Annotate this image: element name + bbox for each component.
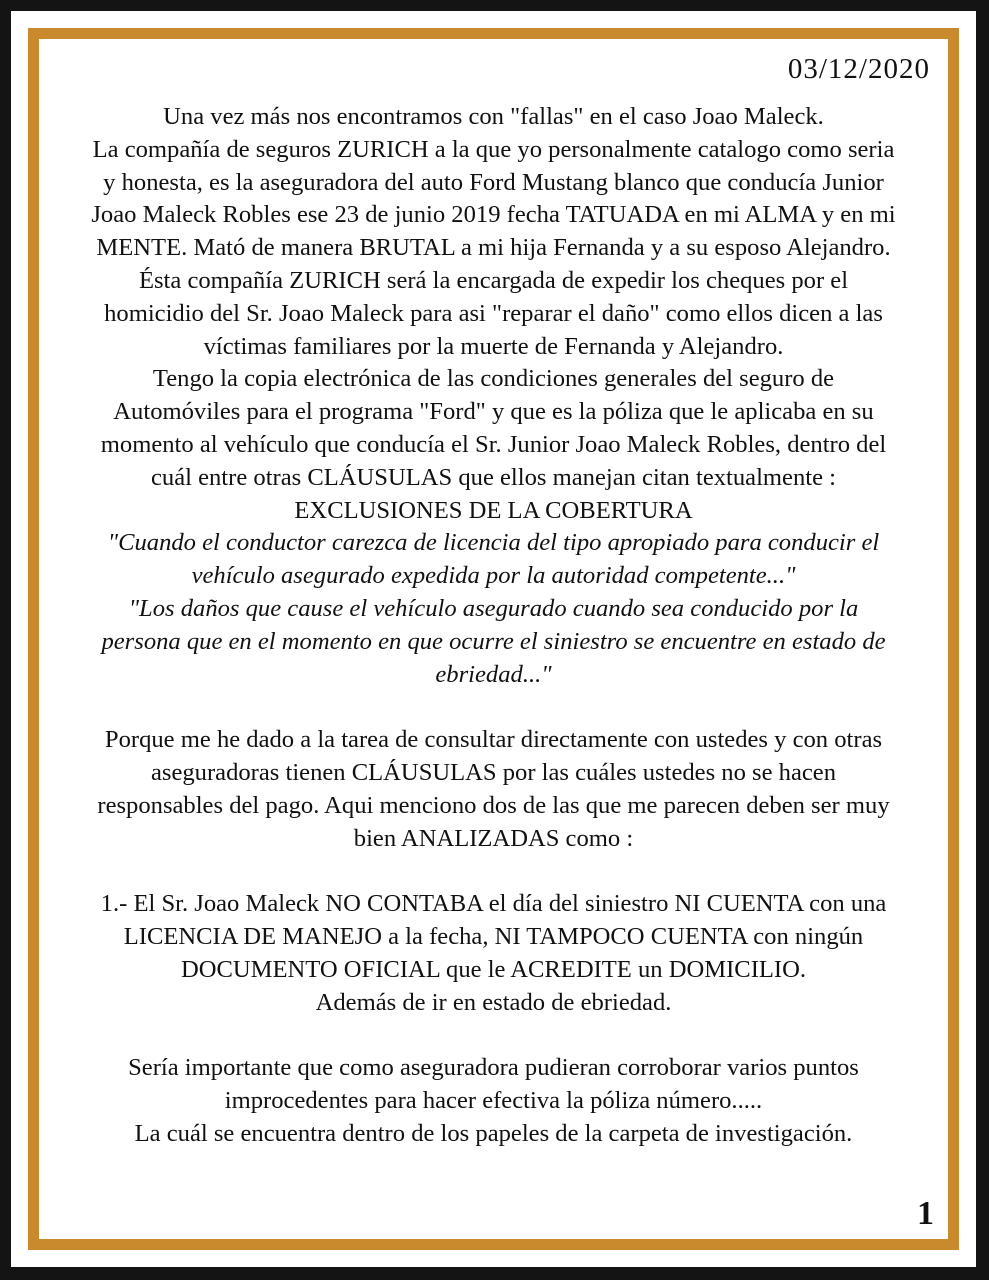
text-line: y honesta, es la aseguradora del auto Ford Mustang blanco que conducía Junior [103,168,884,196]
text-line: bien ANALIZADAS como : [353,824,634,852]
text-line: Tengo la copia electrónica de las condiciones generales del seguro de [152,365,835,393]
text-line: Ésta compañía ZURICH será la encargada de expedir los cheques por el [138,266,849,294]
quote-line: ebriedad..." [435,660,552,688]
text-line: 1.- El Sr. Joao Maleck NO CONTABA el día del siniestro NI CUENTA con una [100,890,887,918]
quote-line: "Cuando el conductor carezca de licencia del tipo apropiado para conducir el [107,529,880,557]
document-date: 03/12/2020 [787,53,930,85]
quote-line: persona que en el momento en que ocurre el siniestro se encuentre en estado de [101,627,886,655]
text-line: víctimas familiares por la muerte de Fernanda y Alejandro. [203,332,784,360]
document-body [45,101,942,1151]
text-line: cuál entre otras CLÁUSULAS que ellos manejan citan textualmente : [150,463,836,491]
text-line: Además de ir en estado de ebriedad. [315,988,672,1016]
text-line: aseguradoras tienen CLÁUSULAS por las cuáles ustedes no se hacen [150,758,837,786]
paragraph-gap [45,1019,942,1052]
text-line: Joao Maleck Robles ese 23 de junio 2019 fecha TATUADA en mi ALMA y en mi [91,201,896,229]
text-line: Porque me he dado a la tarea de consultar directamente con ustedes y con otras [104,726,883,754]
text-line: homicidio del Sr. Joao Maleck para asi "reparar el daño" como ellos dicen a las [104,299,883,327]
document-page [39,39,948,1239]
text-line: Automóviles para el programa "Ford" y que es la póliza que le aplicaba en su [113,398,874,426]
paragraph-gap [45,855,942,888]
text-line: Sería importante que como aseguradora pudieran corroborar varios puntos [128,1054,859,1082]
text-line: DOCUMENTO OFICIAL que le ACREDITE un DOMICILIO. [180,955,807,983]
quote-line: "Los daños que cause el vehículo asegurado cuando sea conducido por la [128,594,859,622]
text-line: MENTE. Mató de manera BRUTAL a mi hija Fernanda y a su esposo Alejandro. [96,234,891,262]
text-line: LICENCIA DE MANEJO a la fecha, NI TAMPOCO CUENTA con ningún [123,922,864,950]
text-line: improcedentes para hacer efectiva la póliza número..... [224,1086,763,1114]
text-line: La cuál se encuentra dentro de los papeles de la carpeta de investigación. [134,1119,853,1147]
page-number: 1 [917,1195,934,1232]
text-line: Una vez más nos encontramos con "fallas" en el caso Joao Maleck. [163,103,824,130]
paragraph-gap [45,691,942,724]
section-heading: EXCLUSIONES DE LA COBERTURA [294,496,693,524]
text-line: La compañía de seguros ZURICH a la que yo personalmente catalogo como seria [92,135,895,163]
text-line: momento al vehículo que conducía el Sr. Junior Joao Maleck Robles, dentro del [100,430,887,458]
quote-line: vehículo asegurado expedida por la autoridad competente..." [191,562,796,590]
text-line: responsables del pago. Aqui menciono dos de las que me parecen deben ser muy [97,791,890,819]
